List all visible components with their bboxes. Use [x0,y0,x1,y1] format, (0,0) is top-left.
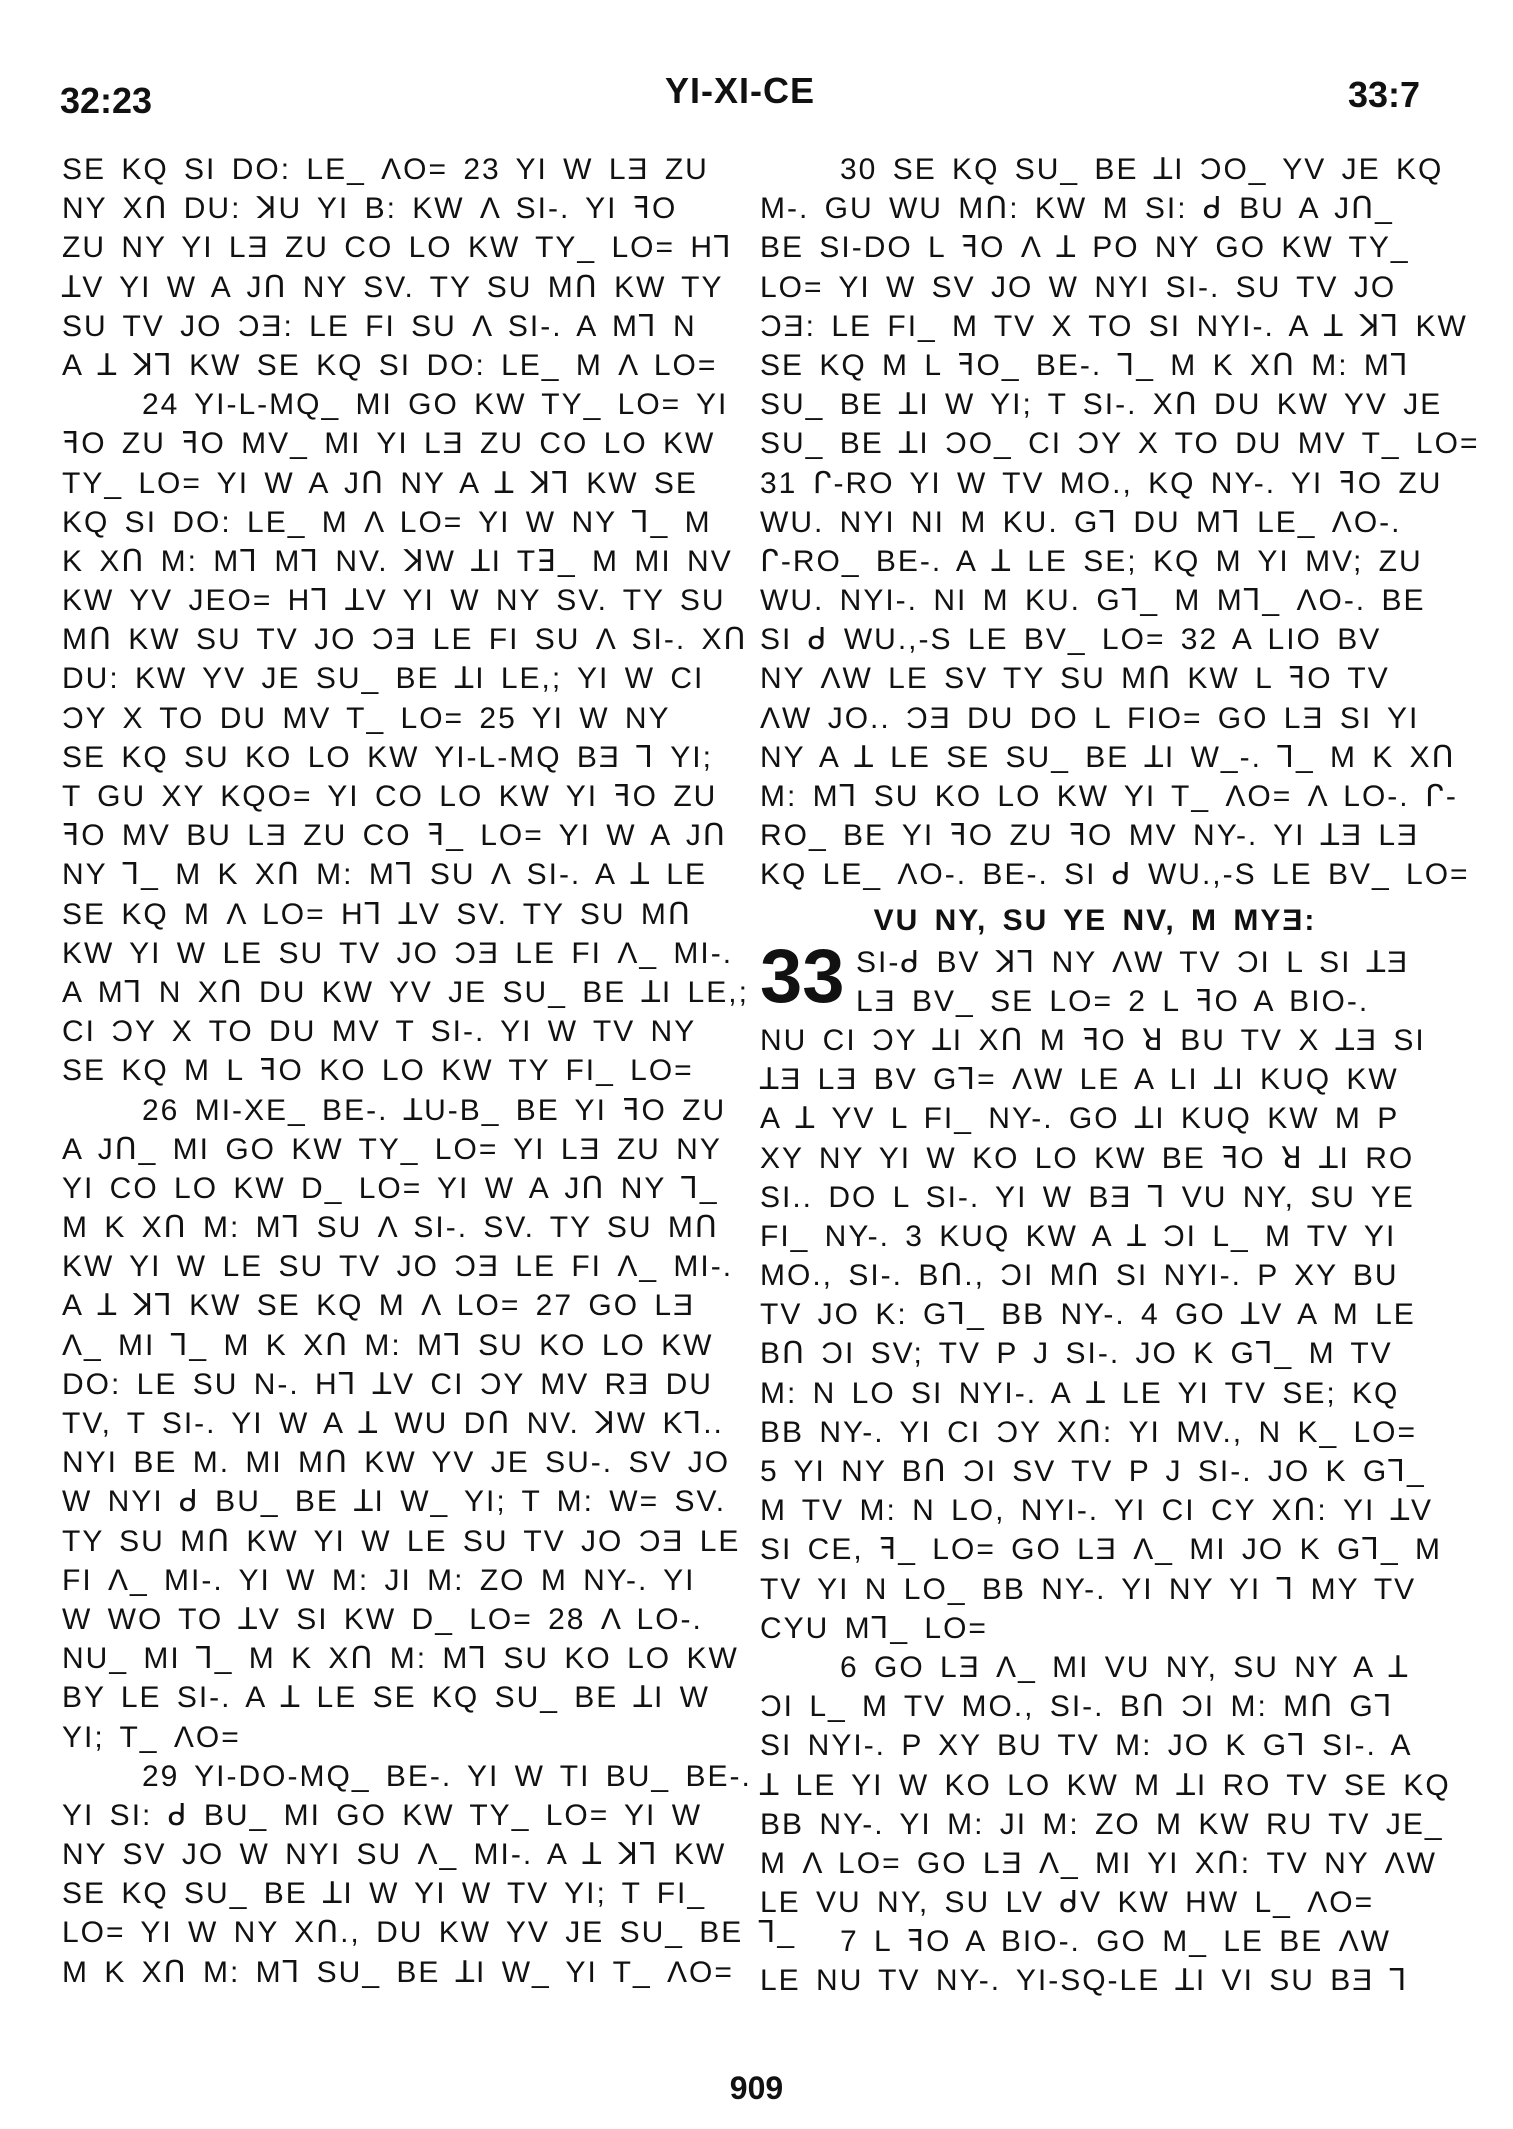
text-line: SI CE, ꟻ_ LO= GO LƎ Λ_ MI JO K Gꓶ_ M [760,1533,1442,1567]
text-line: NYI BE M. MI MՈ KW YV JE SU-. SV JO [62,1446,731,1480]
page-header [60,70,1420,130]
text-line: TV JO K: Gꓶ_ BB NY-. 4 GO ꓕV A M LE [760,1298,1416,1332]
text-line: NU_ MI ꓶ_ M K XՈ M: Mꓶ SU KO LO KW [62,1642,739,1676]
text-line: KW YV JEO= Hꓶ ꓕV YI W NY SV. TY SU [62,584,726,618]
text-line: M K XՈ M: Mꓶ SU_ BE ꓕI W_ YI T_ ΛO= [62,1955,734,1989]
text-line: A ꓕ ꓘꓶ KW SE KQ SI DO: LE_ M Λ LO= [62,348,718,382]
text-line: ƆI L_ M TV MO., SI-. BՈ ƆI M: MՈ Gꓶ [760,1690,1394,1724]
text-line: BB NY-. YI M: JI M: ZO M KW RU TV JE_ [760,1807,1444,1841]
text-line: CYU Mꓶ_ LO= [760,1611,988,1645]
text-line: KQ SI DO: LE_ M Λ LO= YI W NY ꓶ_ M [62,505,712,539]
text-line: 5 YI NY BՈ ƆI SV TV P J SI-. JO K Gꓶ_ [760,1455,1426,1488]
text-line: NY A ꓕ LE SE SU_ BE ꓕI W_-. ꓶ_ M K XՈ [760,740,1456,774]
text-line: ƆY X TO DU MV T_ LO= 25 YI W NY [62,701,671,735]
verse-start-line: 26 MI-XE_ BE-. ꓕU-B_ BE YI ꟻO ZU [142,1093,727,1127]
text-line: K XՈ M: Mꓶ Mꓶ NV. ꓘW ꓕI Tꓱ_ M MI NV [62,544,733,578]
text-line: SI ᑯ WU.,-S LE BV_ LO= 32 A LIO BV [760,623,1382,657]
verse-start-line: 7 L ꟻO A BIO-. GO M_ LE BE ΛW [840,1925,1391,1959]
text-line: ꓕƎ LƎ BV Gꓶ= ΛW LE A LI ꓕI KUQ KW [760,1063,1399,1097]
text-line: FI_ NY-. 3 KUQ KW A ꓕ ƆI L_ M TV YI [760,1219,1397,1253]
text-line: M TV M: N LO, NYI-. YI CI CY XՈ: YI ꓕV [760,1494,1434,1528]
text-line: M: Mꓶ SU KO LO KW YI T_ ΛO= Λ LO-. ᒋ- [760,780,1458,813]
text-line: SI-ᑯ BV ꓘꓶ NY ΛW TV ƆI L SI ꓕƎ [856,945,1410,979]
text-line: DU: KW YV JE SU_ BE ꓕI LE,; YI W CI [62,662,705,696]
text-line: SU_ BE ꓕI ƆO_ CI ƆY X TO DU MV T_ LO= [760,427,1480,461]
text-line: ꟻO ZU ꟻO MV_ MI YI LƎ ZU CO LO KW [62,427,716,461]
text-line: NY ꓶ_ M K XՈ M: Mꓶ SU Λ SI-. A ꓕ LE [62,858,707,892]
text-line: WU. NYI-. NI M KU. Gꓶ_ M Mꓶ_ ΛO-. BE [760,584,1426,618]
text-line: SE KQ M Λ LO= Hꓶ ꓕV SV. TY SU MՈ [62,897,692,931]
text-line: A JՈ_ MI GO KW TY_ LO= YI LƎ ZU NY [62,1132,722,1166]
text-line: ꟻO MV BU LƎ ZU CO ꟻ_ LO= YI W A JՈ [62,819,727,853]
text-line: 31 ᒋ-RO YI W TV MO., KQ NY-. YI ꟻO ZU [760,466,1443,500]
text-line: SU_ BE ꓕI W YI; T SI-. XՈ DU KW YV JE [760,388,1443,422]
chapter-number: 33 [760,933,845,1019]
text-line: BB NY-. YI CI ƆY XՈ: YI MV., N K_ LO= [760,1415,1418,1449]
text-line: LE NU TV NY-. YI-SQ-LE ꓕI VI SU BƎ ꓶ [760,1964,1409,1998]
text-line: YI SI: ᑯ BU_ MI GO KW TY_ LO= YI W [62,1798,703,1832]
text-line: LO= YI W SV JO W NYI SI-. SU TV JO [760,270,1397,304]
text-line: MՈ KW SU TV JO ƆƎ LE FI SU Λ SI-. XՈ [62,623,748,657]
text-line: TY SU MՈ KW YI W LE SU TV JO ƆƎ LE [62,1524,741,1558]
verse-start-line: 29 YI-DO-MQ_ BE-. YI W TI BU_ BE-. [142,1759,752,1793]
left-text-column [62,150,797,1992]
text-line: CI ƆY X TO DU MV T SI-. YI W TV NY [62,1015,697,1049]
text-line: SE KQ SU KO LO KW YI-L-MQ BƎ ꓶ YI; [62,740,713,774]
text-line: M: N LO SI NYI-. A ꓕ LE YI TV SE; KQ [760,1376,1400,1410]
text-line: NY XՈ DU: ꓘU YI B: KW Λ SI-. YI ꟻO [62,192,678,226]
text-line: YI; T_ ΛO= [62,1720,241,1754]
text-line: TV YI N LO_ BB NY-. YI NY YI ꓶ MY TV [760,1572,1417,1606]
text-line: XY NY YI W KO LO KW BE ꟻO ꓤ ꓕI RO [760,1141,1415,1175]
text-line: TY_ LO= YI W A JՈ NY A ꓕ ꓘꓶ KW SE [62,466,698,500]
text-line: LƎ BV_ SE LO= 2 L ꟻO A BIO-. [856,984,1370,1018]
text-line: DO: LE SU N-. Hꓶ ꓕV CI ƆY MV RƎ DU [62,1367,713,1401]
text-line: M K XՈ M: Mꓶ SU Λ SI-. SV. TY SU MՈ [62,1211,719,1245]
text-line: W NYI ᑯ BU_ BE ꓕI W_ YI; T M: W= SV. [62,1485,727,1519]
text-line: A Mꓶ N XՈ DU KW YV JE SU_ BE ꓕI LE,; [62,975,749,1009]
right-text-column [760,150,1480,2001]
text-line: ꓕV YI W A JՈ NY SV. TY SU MՈ KW TY [62,270,724,304]
text-line: SU TV JO ƆƎ: LE FI SU Λ SI-. A Mꓶ N [62,309,697,343]
header-left-reference: 32:23 [60,80,153,121]
text-line: SE KQ SI DO: LE_ ΛO= 23 YI W LƎ ZU [62,153,709,186]
text-line: RO_ BE YI ꟻO ZU ꟻO MV NY-. YI ꓕƎ LƎ [760,819,1420,853]
text-line: SE KQ SU_ BE ꓕI W YI W TV YI; T FI_ [62,1877,707,1911]
text-line: KW YI W LE SU TV JO ƆƎ LE FI Λ_ MI-. [62,936,734,970]
text-line: T GU XY KQO= YI CO LO KW YI ꟻO ZU [62,780,718,813]
text-line: ƆƎ: LE FI_ M TV X TO SI NYI-. A ꓕ ꓘꓶ KW [760,309,1468,343]
text-line: ΛW JO.. ƆƎ DU DO L FIO= GO LƎ SI YI [760,701,1420,735]
text-line: LE VU NY, SU LV ᑯV KW HW L_ ΛO= [760,1886,1375,1920]
text-line: YI CO LO KW D_ LO= YI W A JՈ NY ꓶ_ [62,1171,719,1205]
text-line: SE KQ M L ꟻO KO LO KW TY FI_ LO= [62,1054,694,1088]
header-right-reference: 33:7 [1347,74,1420,115]
header-book-title: YI-XI-CE [664,70,815,111]
text-line: FI Λ_ MI-. YI W M: JI M: ZO M NY-. YI [62,1563,696,1597]
text-line: ᒋ-RO_ BE-. A ꓕ LE SE; KQ M YI MV; ZU [760,544,1423,578]
text-line: A ꓕ YV L FI_ NY-. GO ꓕI KUQ KW M P [760,1102,1400,1136]
section-heading: VU NY, SU YE NV, M MYƎ: [873,903,1317,937]
text-line: MO., SI-. BՈ., ƆI MՈ SI NYI-. P XY BU [760,1259,1399,1293]
text-line: ZU NY YI LƎ ZU CO LO KW TY_ LO= Hꓶ [62,231,733,265]
text-line: NU CI ƆY ꓕI XՈ M ꟻO ꓤ BU TV X ꓕƎ SI [760,1023,1426,1057]
verse-start-line: 24 YI-L-MQ_ MI GO KW TY_ LO= YI [142,388,729,422]
text-line: LO= YI W NY XՈ., DU KW YV JE SU_ BE ꓶ_ [62,1916,797,1950]
page-number: 909 [729,2070,784,2106]
verse-start-line: 30 SE KQ SU_ BE ꓕI ƆO_ YV JE KQ [840,153,1444,186]
text-line: NY ΛW LE SV TY SU MՈ KW L ꟻO TV [760,662,1390,696]
text-line: TV, T SI-. YI W A ꓕ WU DՈ NV. ꓘW Kꓶ.. [62,1407,724,1440]
verse-start-line: 6 GO LƎ Λ_ MI VU NY, SU NY A ꓕ [840,1650,1410,1684]
text-line: Λ_ MI ꓶ_ M K XՈ M: Mꓶ SU KO LO KW [62,1328,714,1362]
text-line: WU. NYI NI M KU. Gꓶ DU Mꓶ LE_ ΛO-. [760,505,1402,539]
text-line: BY LE SI-. A ꓕ LE SE KQ SU_ BE ꓕI W [62,1681,710,1715]
text-line: SI NYI-. P XY BU TV M: JO K Gꓶ SI-. A [760,1729,1413,1763]
text-line: A ꓕ ꓘꓶ KW SE KQ M Λ LO= 27 GO LƎ [62,1289,696,1323]
text-line: SE KQ M L ꟻO_ BE-. ꓶ_ M K XՈ M: Mꓶ [760,348,1410,382]
text-line: KW YI W LE SU TV JO ƆƎ LE FI Λ_ MI-. [62,1250,734,1284]
text-line: M Λ LO= GO LƎ Λ_ MI YI XՈ: TV NY ΛW [760,1846,1437,1880]
text-line: KQ LE_ ΛO-. BE-. SI ᑯ WU.,-S LE BV_ LO= [760,858,1470,892]
text-line: W WO TO ꓕV SI KW D_ LO= 28 Λ LO-. [62,1602,703,1636]
text-line: SI.. DO L SI-. YI W BƎ ꓶ VU NY, SU YE [760,1180,1415,1214]
text-line: BE SI-DO L ꟻO Λ ꓕ PO NY GO KW TY_ [760,231,1410,265]
text-line: M-. GU WU MՈ: KW M SI: ᑯ BU A JՈ_ [760,192,1394,226]
text-line: BՈ ƆI SV; TV P J SI-. JO K Gꓶ_ M TV [760,1337,1393,1371]
text-line: NY SV JO W NYI SU Λ_ MI-. A ꓕ ꓘꓶ KW [62,1838,727,1872]
chapter-block [760,933,1430,1021]
text-line: ꓕ LE YI W KO LO KW M ꓕI RO TV SE KQ [760,1768,1451,1802]
